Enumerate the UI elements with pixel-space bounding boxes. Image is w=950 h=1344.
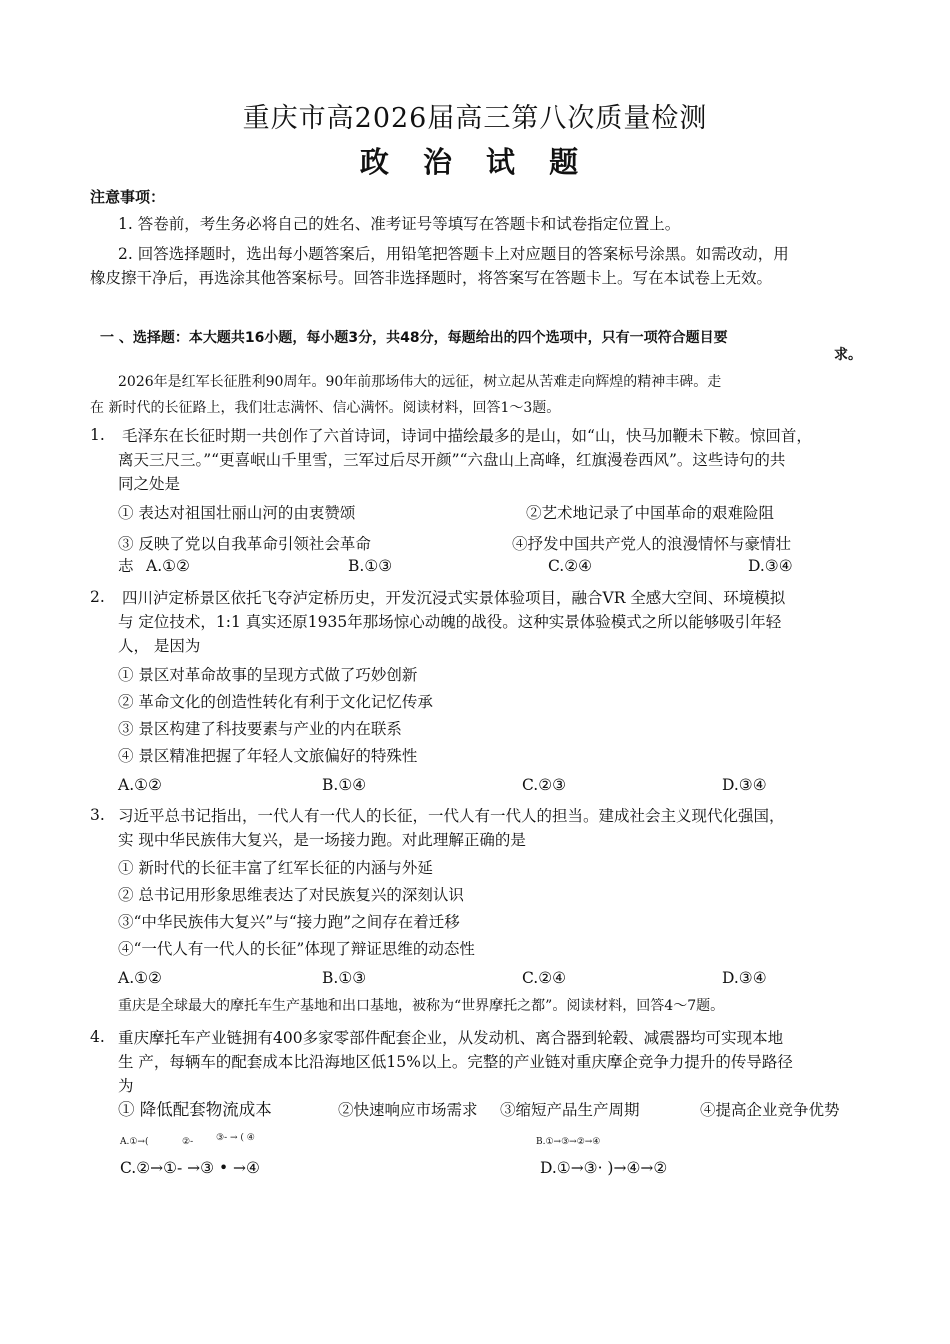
q4-stem-line-2: 生 产，每辆车的配套成本比沿海地区低15%以上。完整的产业链对重庆摩企竞争力提升的传导路径: [118, 1053, 793, 1071]
q2-statement-3: ③ 景区构建了科技要素与产业的内在联系: [118, 720, 402, 738]
notice-item-1: 1. 答卷前，考生务必将自己的姓名、准考证号等填写在答题卡和试卷指定位置上。: [118, 215, 681, 233]
q4-stem-line-1: 重庆摩托车产业链拥有400多家零部件配套企业，从发动机、离合器到轮毂、减震器均可实现本地: [118, 1029, 784, 1047]
q2-statement-2: ② 革命文化的创造性转化有利于文化记忆传承: [118, 693, 433, 711]
q1-option-c[interactable]: C.②④: [548, 557, 593, 575]
q4-statement-3: ③缩短产品生产周期: [500, 1101, 640, 1119]
q3-option-a[interactable]: A.①②: [118, 969, 162, 987]
q3-stem-line-2: 实 现中华民族伟大复兴，是一场接力跑。对此理解正确的是: [118, 831, 526, 849]
q4-option-a-part-2[interactable]: ②-: [182, 1137, 194, 1147]
q1-option-d[interactable]: D.③④: [748, 557, 793, 575]
q3-statement-1: ① 新时代的长征丰富了红军长征的内涵与外延: [118, 859, 433, 877]
q4-option-a-part-1[interactable]: A.①→(: [120, 1137, 149, 1147]
q1-stem-line-2: 离天三尺三。”“更喜岷山千里雪，三军过后尽开颜”“六盘山上高峰，红旗漫卷西风”。这些诗句的共: [118, 451, 786, 469]
q1-stem-line-1: 毛泽东在长征时期一共创作了六首诗词，诗词中描绘最多的是山，如“山，快马加鞭未下鞍。惊回首，: [122, 427, 812, 445]
q2-stem-line-1: 四川泸定桥景区依托飞夺泸定桥历史，开发沉浸式实景体验项目，融合VR 全感大空间、环境模拟: [122, 589, 786, 607]
q2-option-a[interactable]: A.①②: [118, 776, 162, 794]
q4-statement-4: ④提高企业竞争优势: [700, 1101, 840, 1119]
q2-option-d[interactable]: D.③④: [722, 776, 767, 794]
notice-heading: 注意事项：: [90, 188, 166, 206]
intro-1-line-2: 在 新时代的长征路上，我们壮志满怀、信心满怀。阅读材料，回答1～3题。: [90, 400, 561, 416]
q4-stem-line-3: 为: [118, 1077, 134, 1095]
question-number-1: 1.: [90, 426, 105, 444]
question-number-3: 3.: [90, 806, 105, 824]
q1-statement-1: ① 表达对祖国壮丽山河的由衷赞颂: [118, 504, 356, 522]
q1-stem-line-3: 同之处是: [118, 475, 181, 493]
q2-stem-line-2: 与 定位技术，1:1 真实还原1935年那场惊心动魄的战役。这种实景体验模式之所以能够吸引年轻: [118, 613, 782, 631]
page-title: 重庆市高2026届高三第八次质量检测: [242, 103, 708, 134]
q4-option-c[interactable]: C.②→①- →③ • →④: [120, 1159, 260, 1177]
q2-option-b[interactable]: B.①④: [322, 776, 367, 794]
q2-stem-line-3: 人， 是因为: [118, 637, 201, 655]
q3-stem-line-1: 习近平总书记指出，一代人有一代人的长征，一代人有一代人的担当。建成社会主义现代化强国，: [118, 807, 785, 825]
q4-option-b[interactable]: B.①→③→②→④: [536, 1137, 601, 1147]
q1-option-b[interactable]: B.①③: [348, 557, 393, 575]
q3-statement-2: ② 总书记用形象思维表达了对民族复兴的深刻认识: [118, 886, 464, 904]
intro-1-line-1: 2026年是红军长征胜利90周年。90年前那场伟大的远征，树立起从苦难走向辉煌的精神丰碑。走: [118, 374, 722, 390]
q3-option-c[interactable]: C.②④: [522, 969, 567, 987]
q1-option-a[interactable]: A.①②: [146, 557, 190, 575]
q2-statement-1: ① 景区对革命故事的呈现方式做了巧妙创新: [118, 666, 418, 684]
q3-statement-4: ④“一代人有一代人的长征”体现了辩证思维的动态性: [118, 940, 475, 958]
q1-statement-3: ③ 反映了党以自我革命引领社会革命: [118, 535, 371, 553]
q4-option-a-part-3[interactable]: ③- → ( ④: [216, 1133, 255, 1143]
q1-statement-2: ②艺术地记录了中国革命的艰难险阻: [526, 504, 775, 522]
q4-statement-2: ②快速响应市场需求: [338, 1101, 478, 1119]
q3-option-b[interactable]: B.①③: [322, 969, 367, 987]
q3-option-d[interactable]: D.③④: [722, 969, 767, 987]
q1-statement-4: ④抒发中国共产党人的浪漫情怀与豪情壮: [512, 535, 792, 553]
page-subtitle: 政 治 试 题: [359, 145, 591, 179]
q2-option-c[interactable]: C.②③: [522, 776, 567, 794]
q2-statement-4: ④ 景区精准把握了年轻人文旅偏好的特殊性: [118, 747, 418, 765]
section-heading-line-1: 一 、选择题：本大题共16小题，每小题3分，共48分，每题给出的四个选项中，只有一项符合题目要: [100, 330, 728, 346]
q1-statement-4-cont: 志: [118, 557, 134, 575]
q4-statement-1: ① 降低配套物流成本: [118, 1100, 272, 1119]
intro-2-line-1: 重庆是全球最大的摩托车生产基地和出口基地，被称为“世界摩托之都”。阅读材料，回答4～7题。: [118, 998, 725, 1014]
section-heading-line-2: 求。: [834, 347, 862, 363]
notice-item-2-line-1: 2. 回答选择题时，选出每小题答案后，用铅笔把答题卡上对应题目的答案标号涂黑。如需改动，用: [118, 245, 789, 263]
notice-item-2-line-2: 橡皮擦干净后，再选涂其他答案标号。回答非选择题时，将答案写在答题卡上。写在本试卷上无效。: [90, 269, 773, 287]
question-number-4: 4.: [90, 1028, 105, 1046]
question-number-2: 2.: [90, 588, 105, 606]
q3-statement-3: ③“中华民族伟大复兴”与“接力跑”之间存在着迁移: [118, 913, 460, 931]
q4-option-d[interactable]: D.①→③· )→④→②: [540, 1159, 668, 1177]
